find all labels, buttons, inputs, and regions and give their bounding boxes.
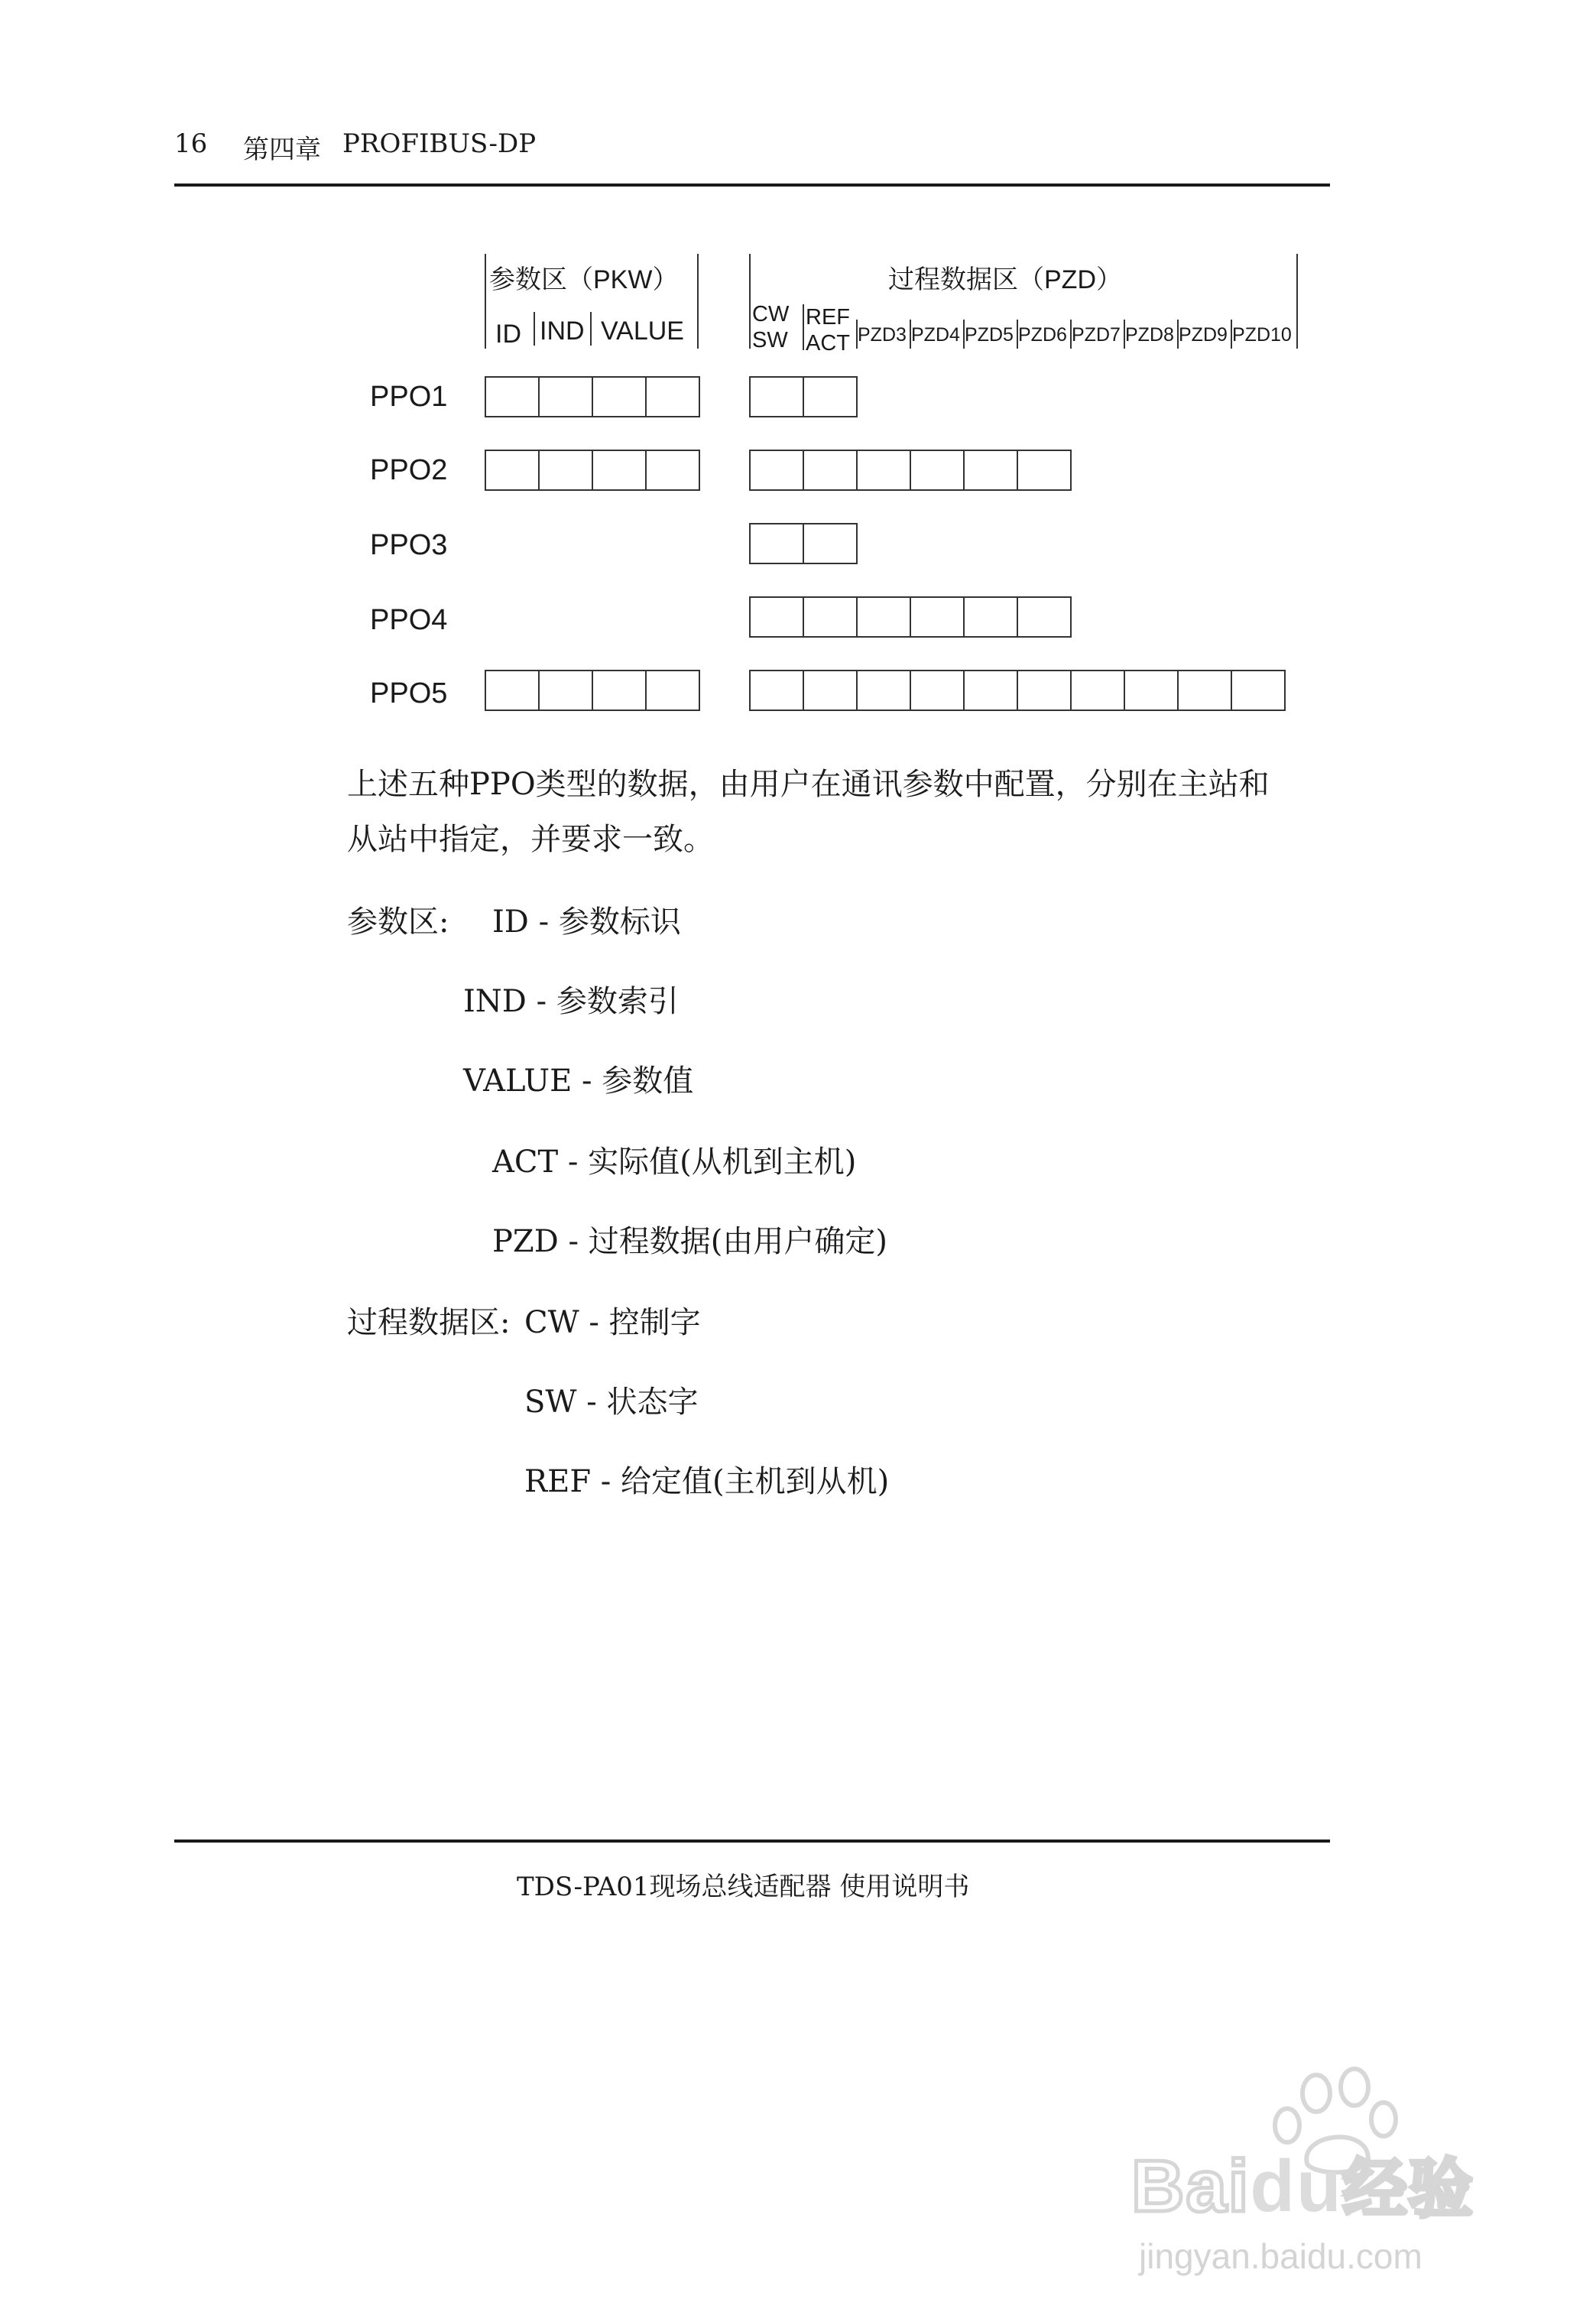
pzd-col-label: PZD5 bbox=[965, 324, 1014, 346]
ppo-row-label: PPO5 bbox=[370, 677, 448, 710]
pzd-word-cell-divider bbox=[856, 670, 858, 711]
def-pzd: PZD - 过程数据(由用户确定) bbox=[492, 1224, 887, 1259]
pzd-word-cell-divider bbox=[963, 596, 965, 638]
pkw-right-divider bbox=[697, 254, 699, 349]
pzd-cw-label: CW bbox=[752, 302, 790, 326]
pkw-col-ind: IND bbox=[540, 317, 585, 346]
pzd-word-cell-divider bbox=[1231, 670, 1232, 711]
def-value: VALUE - 参数值 bbox=[463, 1063, 694, 1099]
def-act: ACT - 实际值(从机到主机) bbox=[492, 1145, 857, 1180]
pzd-word-cell-divider bbox=[963, 670, 965, 711]
pzd-word-cell-divider bbox=[803, 376, 804, 417]
pzd-col-cw-sw bbox=[752, 301, 789, 353]
paragraph-line-1: 上述五种PPO类型的数据，由用户在通讯参数中配置，分别在主站和 bbox=[347, 767, 1270, 802]
pzd-col-label: PZD3 bbox=[858, 324, 907, 346]
watermark-suffix: 经验 bbox=[1342, 2153, 1474, 2225]
pkw-col-id: ID bbox=[495, 320, 521, 349]
pzd-word-cell-divider bbox=[910, 596, 911, 638]
pzd-word-cell-divider bbox=[910, 450, 911, 491]
pzd-act-label: ACT bbox=[806, 331, 850, 356]
watermark-brand2: du bbox=[1250, 2145, 1343, 2227]
def-ind: IND - 参数索引 bbox=[463, 984, 679, 1019]
pzd-word-cell-divider bbox=[1017, 596, 1018, 638]
ppo-row-label: PPO4 bbox=[370, 604, 448, 636]
def-ref: REF - 给定值(主机到从机) bbox=[524, 1464, 890, 1499]
pzd-word-cell-divider bbox=[910, 670, 911, 711]
watermark-brand: Bai bbox=[1131, 2145, 1251, 2227]
pkw-header: 参数区（PKW） bbox=[489, 265, 679, 294]
pzd-word-cell-divider bbox=[856, 596, 858, 638]
pzd-sw-label: SW bbox=[752, 328, 788, 352]
watermark bbox=[1131, 2064, 1559, 2294]
pzd-header: 过程数据区（PZD） bbox=[888, 265, 1122, 294]
pzd-col-ref-act bbox=[806, 304, 850, 356]
pzd-sep bbox=[803, 304, 804, 350]
pzd-word-cell-divider bbox=[1070, 670, 1072, 711]
def-sw: SW - 状态字 bbox=[524, 1385, 699, 1420]
ppo-row-label: PPO2 bbox=[370, 454, 448, 486]
pkw-word-cell-divider bbox=[645, 376, 647, 417]
pzd-col-label: PZD10 bbox=[1232, 324, 1292, 346]
paragraph-line-2: 从站中指定，并要求一致。 bbox=[347, 822, 714, 857]
pzd-word-cell-divider bbox=[803, 523, 804, 564]
def-cw: CW - 控制字 bbox=[524, 1305, 701, 1340]
def-id: ID - 参数标识 bbox=[492, 904, 681, 940]
ppo-row-label: PPO1 bbox=[370, 381, 448, 413]
pkw-sep bbox=[534, 312, 535, 346]
pzd-col-label: PZD9 bbox=[1179, 324, 1228, 346]
pzd-word-cell-divider bbox=[803, 670, 804, 711]
pzd-word-cell-divider bbox=[1017, 450, 1018, 491]
watermark-url: jingyan.baidu.com bbox=[1139, 2236, 1422, 2276]
pkw-sep bbox=[590, 312, 592, 346]
pzd-word-cell-divider bbox=[803, 596, 804, 638]
pkw-word-cell-divider bbox=[538, 450, 540, 491]
footer-rule bbox=[174, 1840, 1330, 1843]
pkw-word-cell-divider bbox=[592, 376, 593, 417]
chapter-label: 第四章 bbox=[243, 135, 321, 165]
pzd-word-cell-divider bbox=[856, 450, 858, 491]
header-rule bbox=[174, 183, 1330, 187]
pzd-right-divider bbox=[1296, 254, 1298, 349]
ppo-row-label: PPO3 bbox=[370, 529, 448, 561]
pkw-word-cell-divider bbox=[538, 376, 540, 417]
footer-text: TDS-PA01现场总线适配器 使用说明书 bbox=[517, 1872, 970, 1902]
pzd-ref-label: REF bbox=[806, 305, 850, 330]
pkw-left-divider bbox=[485, 254, 486, 349]
pzd-word-cell-divider bbox=[803, 450, 804, 491]
page-number: 16 bbox=[174, 128, 208, 159]
pkw-word-cell-divider bbox=[645, 450, 647, 491]
pzd-col-label: PZD8 bbox=[1125, 324, 1174, 346]
pkw-word-cell-divider bbox=[592, 670, 593, 711]
pzd-word-cell-divider bbox=[1017, 670, 1018, 711]
pzd-word-cell-divider bbox=[1124, 670, 1125, 711]
pzd-left-divider bbox=[749, 254, 751, 349]
pzd-col-label: PZD6 bbox=[1018, 324, 1067, 346]
pkw-word-cell-divider bbox=[645, 670, 647, 711]
pzd-col-label: PZD7 bbox=[1072, 324, 1121, 346]
pzd-word-cell-divider bbox=[963, 450, 965, 491]
param-area-label: 参数区: bbox=[347, 904, 449, 940]
pkw-col-value: VALUE bbox=[601, 317, 684, 346]
pkw-word-cell-divider bbox=[592, 450, 593, 491]
watermark-logo bbox=[1131, 2138, 1474, 2230]
chapter-title: PROFIBUS-DP bbox=[342, 128, 537, 159]
process-area-label: 过程数据区: bbox=[347, 1305, 511, 1340]
pzd-col-label: PZD4 bbox=[911, 324, 960, 346]
pzd-word-cell-divider bbox=[1177, 670, 1179, 711]
pkw-word-cell-divider bbox=[538, 670, 540, 711]
